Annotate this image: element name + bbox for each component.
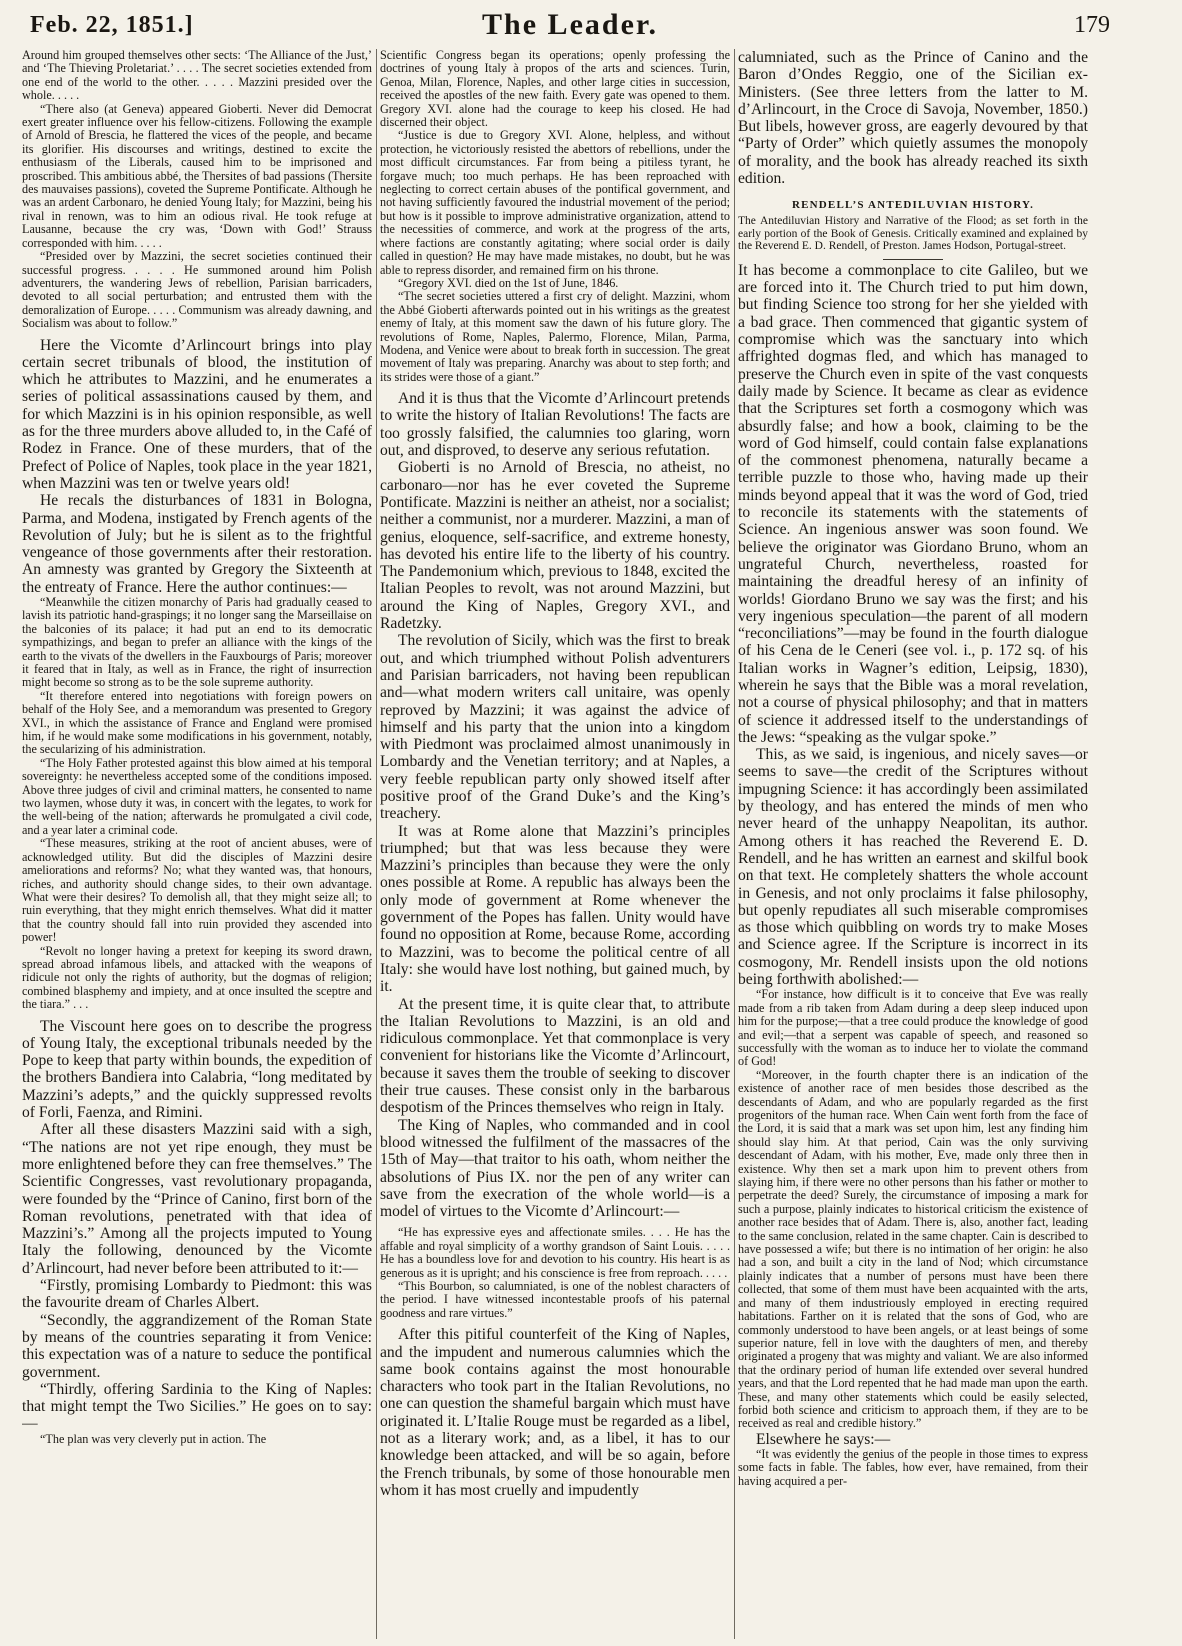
paragraph: “It was evidently the genius of the people in those times to express some facts in fable. The fables, how ever, have remained, from their having acquired a per- bbox=[738, 1447, 1088, 1488]
paragraph: “Secondly, the aggrandizement of the Roman State by means of the countries separating it from Venice: this expectation was of a nature to seduce the pontifical government. bbox=[22, 1311, 372, 1381]
issue-date: Feb. 22, 1851.] bbox=[30, 12, 194, 38]
paragraph: At the present time, it is quite clear that, to attribute the Italian Revolutions to Mazzini, is an old and ridiculous commonplace. Yet that commonplace is very convenient for historians like the Vicomte d’Arlincourt, because it saves them the trouble of seeking to discover their true causes. These consist only in the barbarous despotism of the Princes themselves who reign in Italy. bbox=[380, 995, 730, 1117]
paragraph: Scientific Congress began its operations; openly professing the doctrines of young Italy à propos of the arts and sciences. Turin, Genoa, Milan, Florence, Naples, and other large cities in succession, received the apostles of the new faith. Every gate was opened to them. Gregory XVI. alone had the courage to keep his closed. He had discerned their object. bbox=[380, 49, 730, 130]
paragraph: “Presided over by Mazzini, the secret societies continued their successful progress. . . . . He summoned around him Polish adventurers, the wandering Jews of rebellion, Parisian barricaders, devoted to all social perturbation; and entrusted them with the demoralization of Europe. . . . . Communism was already dawning, and Socialism was about to follow.” bbox=[22, 249, 372, 331]
paragraph: “Gregory XVI. died on the 1st of June, 1846. bbox=[398, 275, 619, 290]
section-divider bbox=[883, 259, 943, 260]
paragraph: “Thirdly, offering Sardinia to the King of Naples: that might tempt the Two Sicilies.” He goes on to say:— bbox=[22, 1380, 372, 1433]
paragraph: “The Holy Father protested against this blow aimed at his temporal sovereignty: he nevertheless accepted some of the conditions imposed. Above three judges of civil and criminal matters, he consented to name two laymen, whose duty it was, in concert with the legates, to work for the well-being of the nation; afterwards he promulgated a civil code, and a year later a criminal code. bbox=[22, 755, 372, 837]
paragraph: Around him grouped themselves other sects: ‘The Alliance of the Just,’ and ‘The Thieving Proletariat.’ . . . . The secret societies extended from one end of the world to the other. . . . . Mazzini presided over the whole. . . . . bbox=[22, 49, 372, 103]
paragraph: “Moreover, in the fourth chapter there is an indication of the existence of another race of men besides those described as the descendants of Adam, and who are popularly regarded as the first progenitors of the human race. When Cain went forth from the face of the Lord, it is said that a mark was set upon him, lest any finding him should slay him. At that period, Cain was the only surviving descendant of Adam, with his mother, Eve, made only three then in existence. Why then set a mark upon him to prevent others from slaying him, if there were no other persons than his father or mother to perpetrate the deed? Surely, the circumstance of imposing a mark for such a purpose, plainly indicates to historical criticism the existence of another race besides that of Adam. There is, also, another fact, leading to the same conclusion, related in the same chapter. Cain is described to have possessed a wife; but there is no intimation of her origin: he also had a son, and built a city in the land of Nod; which circumstance plainly indicates that a number of persons must have been there collected, that some of them must have been acquainted with the arts, and many of them industriously employed in erecting required habitations. Farther on it is related that the sons of God, who are commonly understood to have been angels, or at least beings of some superior nature, fell in love with the daughters of men, and thereby originated a progeny that was mighty and valiant. We are also informed that the ordinary period of human life extended over several hundred years, and that the Lord repented that he had made man upon the earth. These, and many other statements which could be easily selected, forbid both science and criticism to approach them, if they are to be received as real and credible history.” bbox=[738, 1067, 1088, 1431]
paragraph: The revolution of Sicily, which was the first to break out, and which triumphed without Polish adventurers and Parisian barricaders, not having been republican and—what modern writers call unitaire, was openly reproved by Mazzini; it was against the advice of himself and his party that the union into a kingdom with Piedmont was proclaimed almost unanimously in Lombardy and the Venetian territory; and at Naples, a very feeble republican party only showed itself after positive proof of the Grand Duke’s and the King’s treachery. bbox=[380, 632, 730, 823]
paragraph: “Firstly, promising Lombardy to Piedmont: this was the favourite dream of Charles Albert. bbox=[22, 1277, 372, 1312]
paragraph: “The secret societies uttered a first cry of delight. Mazzini, whom the Abbé Gioberti afterwards pointed out in his writings as the greatest enemy of Italy, at this moment saw the dawn of his future glory. The revolutions of Rome, Naples, Palermo, Florence, Milan, Parma, Modena, and Venice were about to break forth in succession. The great movement of Italy was preparing. Anarchy was about to step forth; and its strides were those of a giant.” bbox=[380, 289, 730, 384]
column-3 bbox=[738, 49, 1088, 1641]
paragraph: “Justice is due to Gregory XVI. Alone, helpless, and without protection, he victoriously resisted the abettors of rebellions, under the most difficult circumstances. Far from being a pitiless tyrant, he forgave much; too much perhaps. He has been reproached with neglecting to correct certain abuses of the pontifical government, and not having sufficiently favoured the industrial movement of the period; but how is it possible to improve administrative organization, attend to the necessities of commerce, and work at the progress of the arts, where factions are constantly agitating; where social order is daily called in question? He may have made mistakes, no doubt, but he was able to repress disorder, and remained firm on his throne. bbox=[380, 128, 730, 277]
paragraph: “Revolt no longer having a pretext for keeping its sword drawn, spread abroad infamous libels, and attacked with the weapons of ridicule not only the rights of authority, but the dogmas of religion; combined blasphemy and impiety, and at once insulted the sceptre and the tiara.” . . . bbox=[22, 943, 372, 1012]
paragraph: The Viscount here goes on to describe the progress of Young Italy, the exceptional tribunals needed by the Pope to keep that party within bounds, the expedition of the brothers Bandiera into Calabria, “long meditated by Mazzini’s adepts,” and the quickly suppressed revolts of Forli, Faenza, and Rimini. bbox=[22, 1017, 372, 1122]
paragraph: After all these disasters Mazzini said with a sigh, “The nations are not yet ripe enough, they must be more enlightened before they can free themselves.” The Scientific Congresses, vast revolutionary propaganda, were founded by the “Prince of Canino, first born of the Roman revolutions, penetrated with that idea of Mazzini’s.” Among all the projects imputed to Young Italy the following, denounced by the Vicomte d’Arlincourt, had never before been attributed to it:— bbox=[22, 1121, 372, 1277]
paragraph: It has become a commonplace to cite Galileo, but we are forced into it. The Church tried to put him down, but finding Science too strong for her she yielded with a bad grace. Then commenced that gigantic system of compromise which was the sanctuary into which affrighted dogmas fled, and which has managed to preserve the Church even in spite of the vast conquests daily made by Science. It became as clear as evidence that the Scriptures set forth a cosmogony which was absurdly false; and how a book, claiming to be the word of God himself, could contain false explanations of the commonest phenomena, naturally became a terrible puzzle to those who, having made up their minds beyond appeal that it was the word of God, tried to reconcile its statements with the statements of Science. An ingenious answer was soon found. We believe the originator was Giordano Bruno, whom an ungrateful Church, nevertheless, roasted for maintaining the dreadful heresy of an infinity of worlds! Giordano Bruno we say was the first; and his very ingenious speculation—the parent of all modern “reconciliations”—may be found in the fourth dialogue of his Cena de le Ceneri (see vol. i., p. 172 sq. of his Italian works in Wagner’s edition, Leipsig, 1830), wherein he says that the Bible was a moral revelation, not a course of physical philosophy; and that in matters of science it addressed itself to the understandings of the Jews: “speaking as the vulgar spoke.” bbox=[738, 261, 1088, 746]
paragraph: “The plan was very cleverly put in action. The bbox=[40, 1431, 267, 1446]
paragraph: “There also (at Geneva) appeared Gioberti. Never did Democrat exert greater influence over his fellow-citizens. Following the example of Arnold of Brescia, he flattered the vices of the people, and became its glorifier. His discourses and writings, destined to excite the enthusiasm of the Liberals, caused him to be imprisoned and proscribed. This ambitious abbé, the Thersites of bad passions (Thersite des mauvaises passions), coveted the Supreme Pontificate. Although he was an ardent Carbonaro, he denied Young Italy; for Mazzini, being his rival in renown, was to him an odious rival. He took refuge at Lausanne, because the cry was, ‘Down with God!’ Strauss corresponded with him. . . . . bbox=[22, 101, 372, 250]
page-header bbox=[30, 8, 1110, 50]
paragraph: He recals the disturbances of 1831 in Bologna, Parma, and Modena, instigated by French agents of the Revolution of July; but he is silent as to the frightful vengeance of those governments after their restoration. An amnesty was granted by Gregory the Sixteenth at the entreaty of France. Here the author continues:— bbox=[22, 492, 372, 596]
paragraph: calumniated, such as the Prince of Canino and the Baron d’Ondes Reggio, one of the Sicilian ex-Ministers. (See three letters from the latter to M. d’Arlincourt, in the Croce di Savoja, November, 1850.) But libels, however gross, are eagerly devoured by that “Party of Order” which quietly assumes the monopoly of morality, and the book has already reached its sixth edition. bbox=[738, 49, 1088, 188]
paragraph: After this pitiful counterfeit of the King of Naples, and the impudent and numerous calumnies which the same book contains against the most honourable characters who took part in the Italian Revolutions, no one can question the shameful bargain which must have originated it. L’Italie Rouge must be regarded as a libel, not as a literary work; and, as a libel, it has to our knowledge been attacked, and will be so again, before the French tribunals, by some of those honourable men whom it has most cruelly and impudently bbox=[380, 1326, 730, 1499]
paragraph: The King of Naples, who commanded and in cool blood witnessed the fulfilment of the massacres of the 15th of May—that traitor to his oath, whom neither the absolutions of Pius IX. nor the pen of any writer can save from the execration of the whole world—is a model of virtues to the Vicomte d’Arlincourt:— bbox=[380, 1116, 730, 1221]
column-2 bbox=[380, 49, 730, 1641]
column-divider-1 bbox=[376, 49, 377, 1639]
column-divider-2 bbox=[734, 49, 735, 1639]
paragraph: Here the Vicomte d’Arlincourt brings into play certain secret tribunals of blood, the institution of which he attributes to Mazzini, and he enumerates a series of political assassinations caused by them, and for which Mazzini is in his opinion responsible, as well as for the three murders above alluded to, in the Café of Rodez in France. One of these murders, that of the Prefect of Police of Naples, took place in the year 1821, when Mazzini was ten or twelve years old! bbox=[22, 336, 372, 492]
paragraph: And it is thus that the Vicomte d’Arlincourt pretends to write the history of Italian Revolutions! The facts are too grossly falsified, the calumnies too glaring, worn out, and disproved, to deserve any serious refutation. bbox=[380, 390, 730, 460]
column-1 bbox=[22, 49, 372, 1641]
paragraph: It was at Rome alone that Mazzini’s principles triumphed; but that was less because they were Mazzini’s principles than because they were the only ones possible at Rome. A republic has always been the only mode of government at Rome whenever the government of the Popes has fallen. Unity would have found no opposition at Rome, because Rome, according to Mazzini, was to become the political centre of all Italy: she would have lost nothing, but gained much, by it. bbox=[380, 822, 730, 996]
paragraph: “These measures, striking at the root of ancient abuses, were of acknowledged utility. But did the disciples of Mazzini desire ameliorations and reforms? No; what they wanted was, that honours, riches, and authority should change sides, to their own advantage. What were their desires? To demolish all, that they might seize all; to ruin everything, that they might enrich themselves. What did it matter that the country should fall into ruin provided they ascended into power! bbox=[22, 836, 372, 945]
paragraph: This, as we said, is ingenious, and nicely saves—or seems to save—the credit of the Scriptures without impugning Science: it has accordingly been assimilated by theology, and has entered the minds of men who never heard of the unhappy Neapolitan, its author. Among others it has reached the Reverend E. D. Rendell, and he has written an earnest and skilful book on that text. He completely shatters the whole account in Genesis, and not only proclaims it false philosophy, but openly repudiates all such miserable compromises as those which quibbling on words try to make Moses and Science agree. If the Scripture is incorrect in its cosmogony, Mr. Rendell insists upon the old notions being forthwith abolished:— bbox=[738, 746, 1088, 989]
book-citation: The Antediluvian History and Narrative of the Flood; as set forth in the early portion of the Book of Genesis. Critically examined and explained by the Reverend E. D. Rendell, of Preston. James Hodson, Portugal-street. bbox=[738, 215, 1088, 253]
paragraph: Elsewhere he says:— bbox=[756, 1430, 891, 1448]
paragraph: “For instance, how difficult is it to conceive that Eve was really made from a rib taken from Adam during a deep sleep induced upon him for the purpose;—that a tree could produce the knowledge of good and evil;—that a serpent was capable of speech, and reasoned so successfully with the woman as to induce her to violate the command of God! bbox=[738, 987, 1088, 1069]
paragraph: “This Bourbon, so calumniated, is one of the noblest characters of the period. I have witnessed incontestable proofs of his paternal goodness and rare virtues.” bbox=[380, 1279, 730, 1320]
paragraph: “Meanwhile the citizen monarchy of Paris had gradually ceased to lavish its patriotic hand-graspings; it no longer sang the Marseillaise on the balconies of its palace; it had put an end to its democratic sympathizings, and began to prefer an alliance with the kings of the earth to the vivats of the dwellers in the Fauxbourgs of Paris; moreover it feared that in Italy, as well as in France, the right of insurrection might become so strong as to be the sole supreme authority. bbox=[22, 594, 372, 690]
page-number: 179 bbox=[1074, 12, 1110, 38]
paragraph: “He has expressive eyes and affectionate smiles. . . . He has the affable and royal simplicity of a worthy grandson of Saint Louis. . . . . He has a boundless love for and devotion to his country. His heart is as generous as it is upright; and his conscience is free from reproach. . . . . bbox=[380, 1225, 730, 1280]
paragraph: Gioberti is no Arnold of Brescia, no atheist, no carbonaro—nor has he ever coveted the Supreme Pontificate. Mazzini is neither an atheist, nor a socialist; neither a communist, nor a murderer. Mazzini, a man of genius, eloquence, self-sacrifice, and extreme honesty, has devoted his entire life to the liberty of his country. The Pandemonium which, previous to 1848, excited the Italian Peoples to revolt, was not around Mazzini, but around the King of Naples, Gregory XVI., and Radetzky. bbox=[380, 459, 730, 633]
section-heading: RENDELL’S ANTEDILUVIAN HISTORY. bbox=[791, 199, 1035, 212]
paragraph: “It therefore entered into negotiations with foreign powers on behalf of the Holy See, and a memorandum was presented to Gregory XVI., in which the assistance of France and England were promised him, if he would make some modifications in his government, notably, the secularizing of his administration. bbox=[22, 688, 372, 757]
masthead-title: The Leader. bbox=[482, 8, 658, 41]
